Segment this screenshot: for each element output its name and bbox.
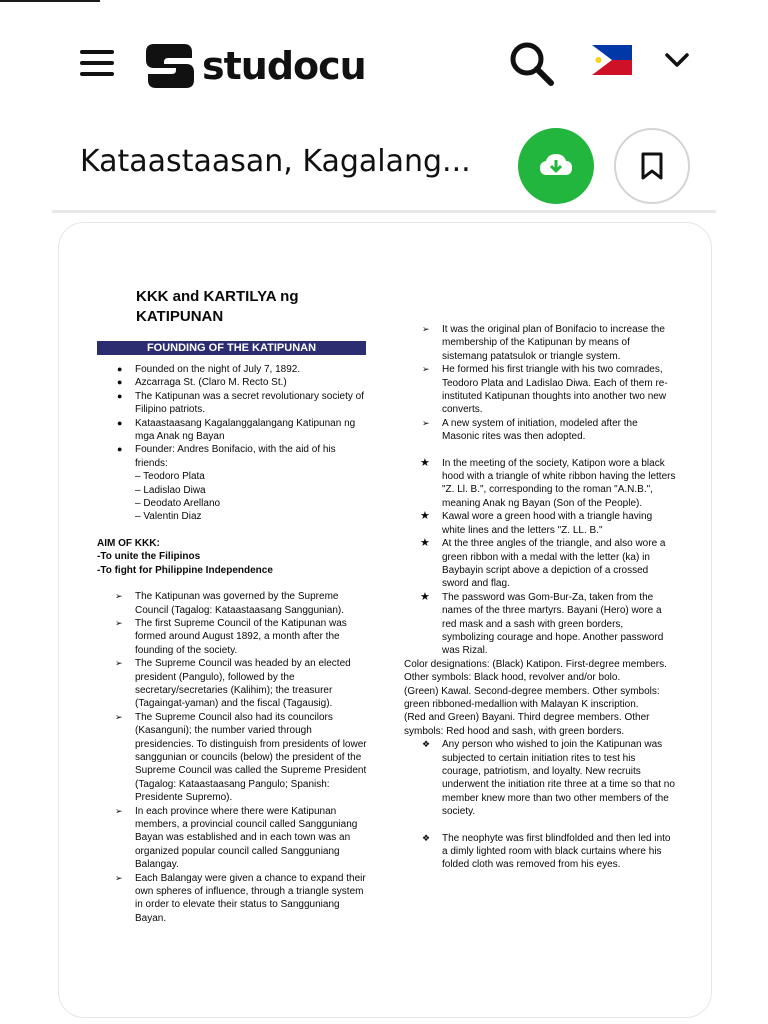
cloud-download-icon	[538, 151, 574, 181]
studocu-logo-icon	[142, 38, 198, 94]
color-designation: (Green) Kawal. Second-degree members. Other symbols: green ribboned-medallion with Malayan K inscription.	[404, 685, 660, 710]
list-item: ● Kataastaasang Kagalanggalangang Katipunan ng mga Anak ng Bayan	[117, 417, 356, 443]
list-item: ● Azcarraga St. (Claro M. Recto St.)	[117, 377, 287, 389]
list-item: ★ The password was Gom-Bur-Za, taken from the names of the three martyrs. Bayani (Hero) wore a red mask and a sash with green borders, symbolizing courage and hope. Another password was Rizal.	[420, 590, 664, 657]
studocu-logo[interactable]	[142, 38, 366, 94]
philippines-flag-icon[interactable]	[592, 45, 632, 75]
list-item: ● Founded on the night of July 7, 1892.	[117, 364, 301, 375]
right-column	[404, 323, 676, 872]
friend-item: – Ladislao Diwa	[135, 484, 206, 496]
list-item: ★ In the meeting of the society, Katipon wore a black hood with a triangle of white ribbon having the letters "Z. Ll. B.", corresponding to the roman "A.N.B.", meaning Anak ng Bayan (Son of the People).	[420, 456, 676, 509]
list-item: ➢ The first Supreme Council of the Katipunan was formed around August 1892, a month after the founding of the society.	[115, 617, 347, 656]
logo-text: studocu	[202, 44, 366, 88]
left-column	[97, 363, 367, 925]
list-item: ➢ The Supreme Council also had its councilors (Kasanguni); the number varied through presidencies. To distinguish from presidents of lower sanggunian or councils (below) the president of the Supreme Council was called the Supreme President (Tagalog: Kataastaasang Pangulo; Spanish: Presidente Supremo).	[115, 711, 367, 804]
header-divider	[52, 210, 716, 213]
list-item: ➢ It was the original plan of Bonifacio to increase the membership of the Katipunan by means of sistemang patatsulok or triangle system.	[422, 324, 665, 362]
document-page	[58, 222, 712, 1018]
chevron-down-icon[interactable]	[664, 50, 690, 70]
color-designation: Color designations: (Black) Katipon. First-degree members. Other symbols: Black hood, revolver and/or bolo.	[404, 658, 667, 684]
friend-item: – Valentin Diaz	[135, 511, 202, 523]
top-edge-line	[0, 0, 100, 2]
search-icon[interactable]	[506, 38, 556, 88]
list-item: ➢ The Supreme Council was headed by an elected president (Pangulo), followed by the secretary/secretaries (Kalihim); the treasurer (Tagaingat-yaman) and the fiscal (Tagausig).	[115, 658, 351, 710]
list-item: ➢ In each province where there were Katipunan members, a provincial council called Sangguniang Bayan was established and in each town was an organized popular council called Sangguniang Balangay.	[115, 805, 358, 871]
aim-title: AIM OF KKK:	[97, 537, 160, 549]
list-item: ● The Katipunan was a secret revolutionary society of Filipino patriots.	[117, 390, 365, 416]
document-heading: KKK and KARTILYA ng KATIPUNAN	[136, 288, 299, 325]
bookmark-button[interactable]	[614, 128, 690, 204]
friend-item: – Teodoro Plata	[135, 471, 205, 483]
color-designation: (Red and Green) Bayani. Third degree members. Other symbols: Red hood and sash, with green borders.	[404, 712, 650, 737]
list-item: ● Founder: Andres Bonifacio, with the aid of his friends:	[117, 444, 336, 469]
list-item: ➢ The Katipunan was governed by the Supreme Council (Tagalog: Kataastaasang Sanggunian).	[115, 591, 345, 616]
list-item: ★ Kawal wore a green hood with a triangle having white lines and the letters "Z. LL. B."	[420, 510, 653, 536]
bookmark-icon	[640, 151, 664, 181]
document-title: Kataastaasan, Kagalang...	[80, 144, 471, 179]
list-item: ❖ The neophyte was first blindfolded and then led into a dimly lighted room with black curtains where his folded cloth was removed from his eyes.	[422, 832, 671, 871]
menu-icon[interactable]	[80, 50, 114, 80]
download-button[interactable]	[518, 128, 594, 204]
aim-item: -To fight for Philippine Independence	[97, 564, 273, 576]
list-item: ★ At the three angles of the triangle, and also wore a green ribbon with a medal with the letter (ka) in Baybayin script above a depiction of a crossed sword and flag.	[420, 537, 666, 590]
friend-item: – Deodato Arellano	[135, 498, 221, 510]
document-title-bar	[0, 120, 768, 212]
top-navbar	[0, 0, 768, 120]
aim-item: -To unite the Filipinos	[97, 551, 201, 563]
list-item: ❖ Any person who wished to join the Katipunan was subjected to certain initiation rites to test his courage, patriotism, and loyalty. New recruits underwent the initiation rite three at a time so that no member knew more than two other members of the society.	[422, 739, 675, 818]
list-item: ➢ A new system of initiation, modeled after the Masonic rites was then adopted.	[422, 417, 638, 443]
list-item: ➢ He formed his first triangle with his two comrades, Teodoro Plata and Ladislao Diwa. Each of them re-instituted Katipunan thoughts into another two new converts.	[422, 364, 668, 416]
list-item: ➢ Each Balangay were given a chance to expand their own spheres of influence, through a triangle system in order to elevate their status to Sangguniang Bayan.	[115, 872, 366, 924]
section-heading: FOUNDING OF THE KATIPUNAN	[97, 341, 366, 355]
